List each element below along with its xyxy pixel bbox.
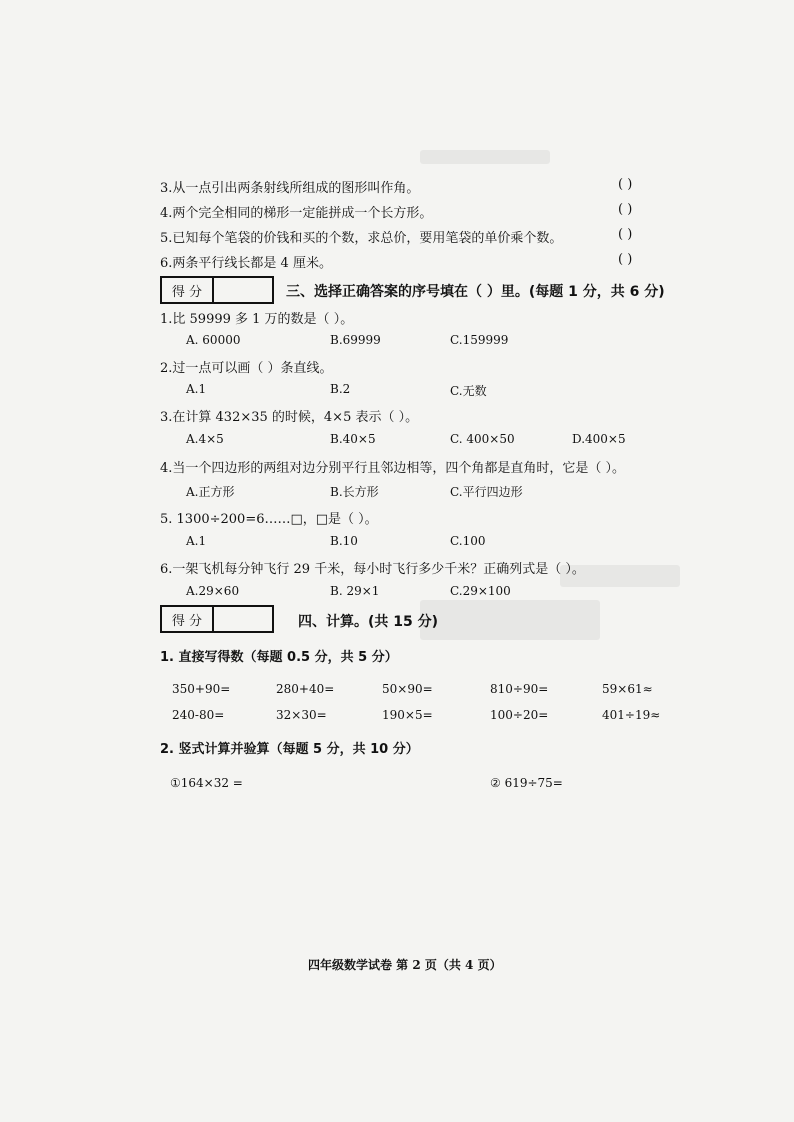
calc-item[interactable]: 280+40= (276, 682, 335, 696)
choice-3-option-c[interactable]: C. 400×50 (450, 432, 515, 446)
judge-answer-3[interactable]: ( ) (618, 177, 633, 192)
judge-answer-4[interactable]: ( ) (618, 202, 633, 217)
calc-item[interactable]: 190×5= (382, 708, 433, 722)
choice-6-option-a[interactable]: A.29×60 (186, 584, 240, 598)
scan-smudge (420, 600, 600, 640)
calc-item[interactable]: 401÷19≈ (602, 708, 661, 722)
choice-question-5: 5. 1300÷200=6……□，□是（ ）。 (160, 512, 378, 527)
choice-1-option-c[interactable]: C.159999 (450, 333, 509, 347)
vertical-calc-2[interactable]: ② 619÷75= (490, 776, 563, 790)
choice-question-4: 4.当一个四边形的两组对边分别平行且邻边相等，四个角都是直角时，它是（ ）。 (160, 461, 626, 476)
calc-item[interactable]: 32×30= (276, 708, 327, 722)
calc-item[interactable]: 810÷90= (490, 682, 549, 696)
page-footer: 四年级数学试卷 第 2 页（共 4 页） (308, 958, 502, 972)
section4-title: 四、计算。(共 15 分) (298, 614, 439, 630)
choice-5-option-a[interactable]: A.1 (186, 534, 207, 548)
calc-item[interactable]: 50×90= (382, 682, 433, 696)
judge-item-3: 3.从一点引出两条射线所组成的图形叫作角。 (160, 181, 420, 196)
judge-item-6: 6.两条平行线长都是 4 厘米。 (160, 256, 332, 271)
choice-question-6: 6.一架飞机每分钟飞行 29 千米，每小时飞行多少千米？正确列式是（ ）。 (160, 562, 585, 577)
score-box-section4 (160, 605, 274, 633)
choice-2-option-c[interactable]: C.无数 (450, 384, 487, 398)
score-blank[interactable] (214, 607, 272, 631)
calc-item[interactable]: 59×61≈ (602, 682, 653, 696)
choice-5-option-c[interactable]: C.100 (450, 534, 486, 548)
choice-3-option-d[interactable]: D.400×5 (572, 432, 626, 446)
score-box-section3 (160, 276, 274, 304)
choice-4-option-a[interactable]: A.正方形 (186, 485, 235, 499)
section4-part2-title: 2. 竖式计算并验算（每题 5 分，共 10 分） (160, 742, 419, 757)
choice-2-option-a[interactable]: A.1 (186, 382, 207, 396)
choice-3-option-a[interactable]: A.4×5 (186, 432, 224, 446)
section3-title: 三、选择正确答案的序号填在（ ）里。(每题 1 分，共 6 分) (286, 284, 665, 300)
score-label: 得 分 (162, 278, 214, 302)
choice-1-option-a[interactable]: A. 60000 (186, 333, 241, 347)
score-blank[interactable] (214, 278, 272, 302)
choice-4-option-c[interactable]: C.平行四边形 (450, 485, 523, 499)
choice-6-option-b[interactable]: B. 29×1 (330, 584, 380, 598)
choice-question-3: 3.在计算 432×35 的时候，4×5 表示（ ）。 (160, 410, 419, 425)
score-label: 得 分 (162, 607, 214, 631)
choice-question-1: 1.比 59999 多 1 万的数是（ ）。 (160, 312, 354, 327)
scan-smudge (420, 150, 550, 164)
judge-item-4: 4.两个完全相同的梯形一定能拼成一个长方形。 (160, 206, 433, 221)
choice-2-option-b[interactable]: B.2 (330, 382, 351, 396)
vertical-calc-1[interactable]: ①164×32 = (170, 776, 243, 790)
judge-answer-5[interactable]: ( ) (618, 227, 633, 242)
judge-answer-6[interactable]: ( ) (618, 252, 633, 267)
choice-1-option-b[interactable]: B.69999 (330, 333, 381, 347)
choice-6-option-c[interactable]: C.29×100 (450, 584, 511, 598)
calc-item[interactable]: 100÷20= (490, 708, 549, 722)
choice-4-option-b[interactable]: B.长方形 (330, 485, 379, 499)
calc-item[interactable]: 350+90= (172, 682, 231, 696)
choice-3-option-b[interactable]: B.40×5 (330, 432, 376, 446)
section4-part1-title: 1. 直接写得数（每题 0.5 分，共 5 分） (160, 650, 398, 665)
calc-item[interactable]: 240-80= (172, 708, 225, 722)
choice-question-2: 2.过一点可以画（ ）条直线。 (160, 361, 333, 376)
choice-5-option-b[interactable]: B.10 (330, 534, 358, 548)
judge-item-5: 5.已知每个笔袋的价钱和买的个数，求总价，要用笔袋的单价乘个数。 (160, 231, 563, 246)
